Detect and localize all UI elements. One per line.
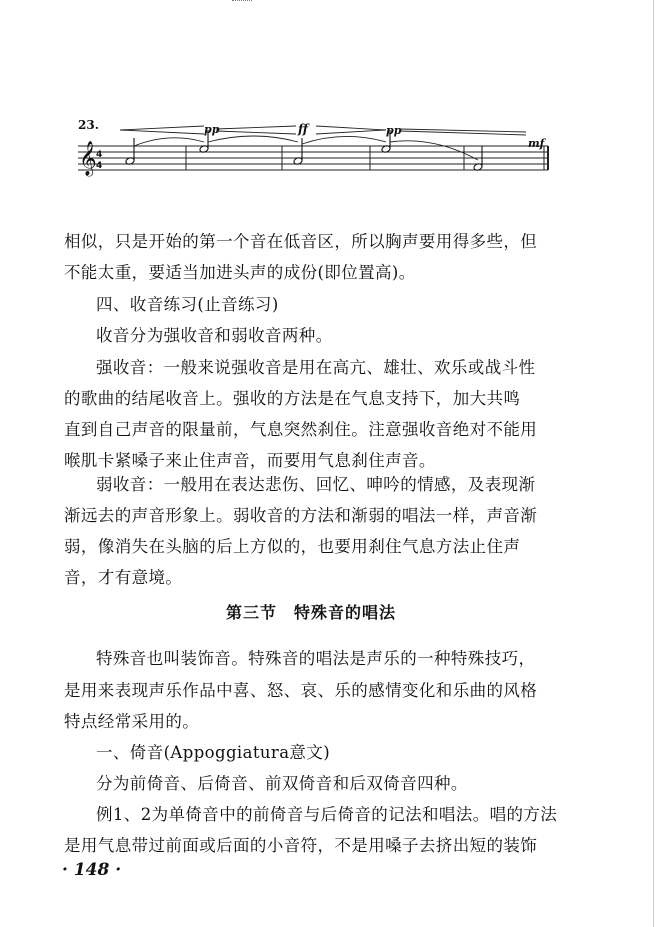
hairpins <box>120 126 526 135</box>
page-number: · 148 · <box>62 860 122 880</box>
time-signature: 4 <box>96 150 103 160</box>
body-text-line: 特殊音也叫装饰音。特殊音的唱法是声乐的一种特殊技巧， <box>96 649 536 668</box>
notes <box>125 130 483 171</box>
body-text-line: 是用来表现声乐作品中喜、怒、哀、乐的感情变化和乐曲的风格 <box>64 681 538 700</box>
staff-lines <box>78 146 548 170</box>
music-example <box>74 116 552 178</box>
subsection-heading: 一、倚音(Appoggiatura意文) <box>96 743 331 762</box>
body-text-line: 相似，只是开始的第一个音在低音区，所以胸声要用得多些，但 <box>64 232 538 251</box>
time-signature-lower: 4 <box>96 161 103 171</box>
body-text-line: 例1、2为单倚音中的前倚音与后倚音的记法和唱法。唱的方法 <box>96 805 558 824</box>
body-text-line: 弱收音：一般用在表达悲伤、回忆、呻吟的情感，及表现渐 <box>96 475 536 494</box>
scan-artifact-line <box>232 0 252 2</box>
dynamic-pp-2: pp <box>386 124 402 137</box>
body-text-line: 收音分为强收音和弱收音两种。 <box>96 326 333 345</box>
body-text-line: 弱，像消失在头脑的后上方似的，也要用刹住气息方法止住声 <box>64 537 521 556</box>
treble-clef-icon: 𝄞 <box>79 141 97 176</box>
body-text-line: 渐远去的声音形象上。弱收音的方法和渐弱的唱法一样，声音渐 <box>64 506 538 525</box>
body-text-line: 音，才有意境。 <box>64 568 183 587</box>
example-number: 23. <box>78 118 99 132</box>
body-text-line: 是用气息带过前面或后面的小音符，不是用嗓子去挤出短的装饰 <box>64 836 538 855</box>
dynamic-mf: mf <box>528 137 545 150</box>
body-text-line: 分为前倚音、后倚音、前双倚音和后双倚音四种。 <box>96 774 468 793</box>
body-text-line: 直到自己声音的限量前，气息突然刹住。注意强收音绝对不能用 <box>64 420 538 439</box>
page-edge <box>653 0 654 927</box>
dynamic-ff: ff <box>298 122 308 136</box>
body-text-line: 强收音：一般来说强收音是用在高亢、雄壮、欢乐或战斗性 <box>96 358 536 377</box>
body-text-line: 不能太重，要适当加进头声的成份(即位置高)。 <box>64 263 416 282</box>
body-text-line: 喉肌卡紧嗓子来止住声音，而要用气息刹住声音。 <box>64 451 436 470</box>
subsection-heading: 四、收音练习(止音练习) <box>96 295 279 314</box>
dynamic-pp-1: pp <box>204 123 220 136</box>
body-text-line: 的歌曲的结尾收音上。强收的方法是在气息支持下，加大共鸣 <box>64 389 521 408</box>
body-text-line: 特点经常采用的。 <box>64 712 200 731</box>
section-title: 第三节 特殊音的唱法 <box>226 603 397 622</box>
